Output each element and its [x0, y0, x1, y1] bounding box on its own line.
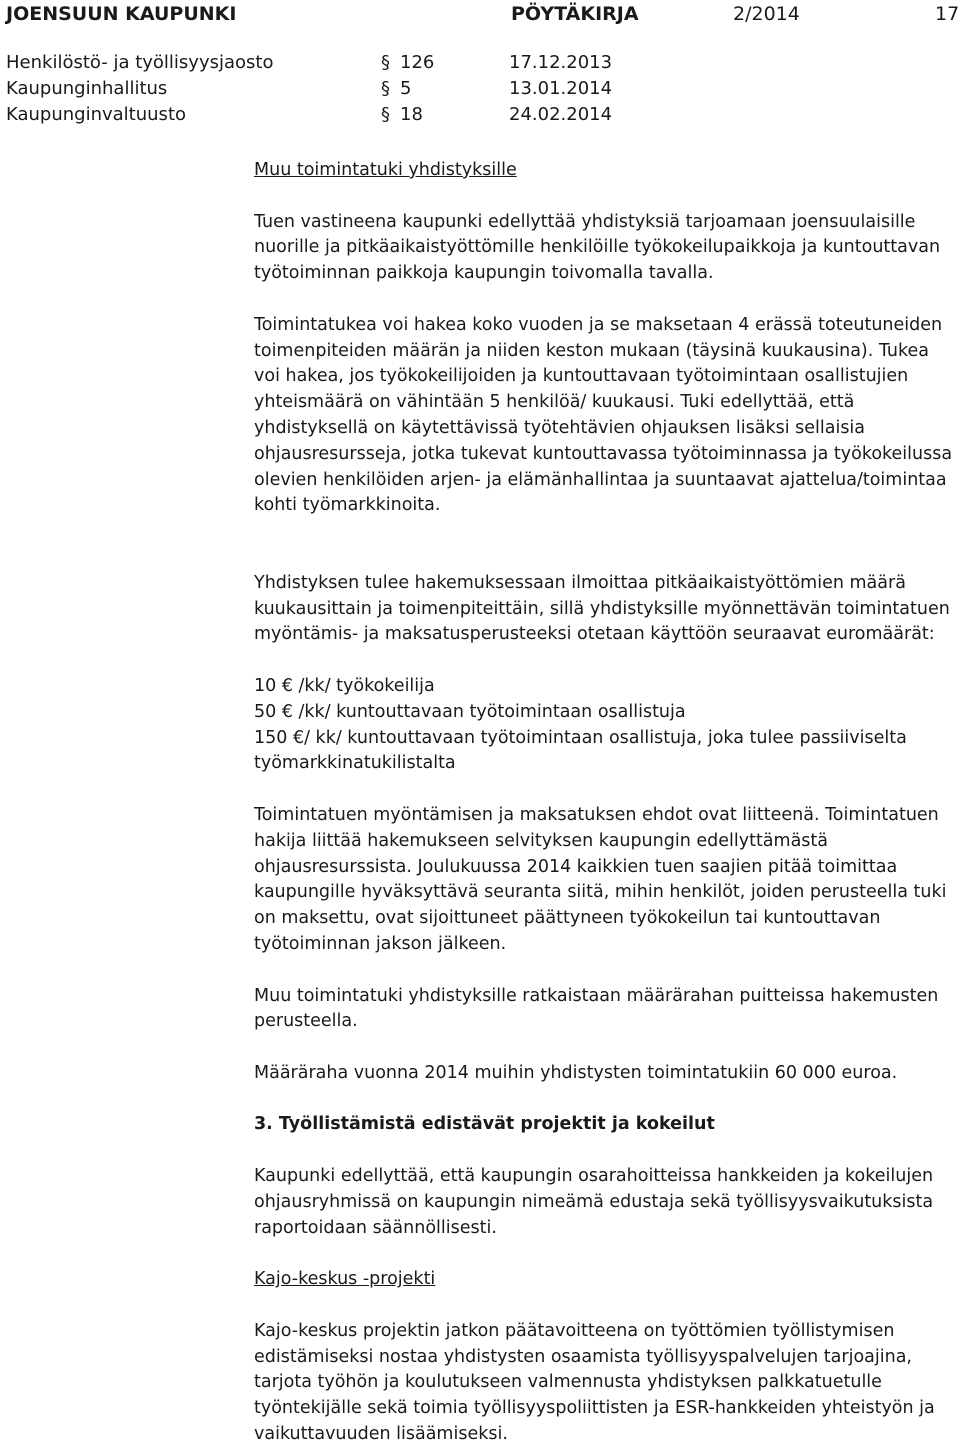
section-symbol: § — [381, 78, 390, 99]
section-heading: Muu toimintatuki yhdistyksille — [254, 160, 517, 180]
organization-name: JOENSUUN KAUPUNKI — [6, 3, 237, 25]
paragraph: Tuen vastineena kaupunki edellyttää yhdistyksiä tarjoamaan joensuulaisille nuorille ja pitkäaikaistyöttömille henkilöille työkokeilupaikkoja ja kuntouttavan työtoiminnan paikkoja kaupungin toivomalla tavalla. — [254, 211, 941, 284]
meeting-row — [0, 104, 960, 130]
paragraph: Toimintatuen myöntämisen ja maksatuksen ehdot ovat liitteenä. Toimintatuen hakija liittää hakemukseen selvityksen kaupungin edellyttämästä ohjausresurssista. Joulukuussa 2014 kaikkien tuen saajien pitää toimittaa kaupungille hyväksyttävä seuranta siitä, mihin henkilöt, joiden perusteella tuki on maksettu, ovat sijoittuneet päättyneen työkokeilun tai kuntouttavan työtoiminnan jakson jälkeen. — [254, 804, 947, 954]
rate-item: 50 € /kk/ kuntouttavaan työtoimintaan osallistuja — [254, 701, 686, 722]
section-number: 5 — [400, 78, 412, 99]
meeting-date: 13.01.2014 — [509, 78, 613, 99]
page-number: 17 — [935, 3, 960, 25]
meeting-date: 24.02.2014 — [509, 104, 613, 125]
document-number: 2/2014 — [733, 3, 800, 25]
rate-item: 10 € /kk/ työkokeilija — [254, 675, 435, 696]
section-symbol: § — [381, 52, 390, 73]
paragraph: Kaupunki edellyttää, että kaupungin osarahoitteissa hankkeiden ja kokeilujen ohjausryhmissä on kaupungin nimeämä edustaja sekä työllisyysvaikutuksista raportoidaan säännöllisesti. — [254, 1166, 934, 1238]
section-heading: Kajo-keskus -projekti — [254, 1269, 436, 1290]
document-body — [254, 158, 954, 1448]
paragraph: Yhdistyksen tulee hakemuksessaan ilmoittaa pitkäaikaistyöttömien määrä kuukausittain ja toimenpiteittäin, sillä yhdistyksille myönnettävän toimintatuen myöntämis- ja maksatusperusteeksi otetaan käyttöön seuraavat euromäärät: — [254, 572, 950, 645]
section-heading: 3. Työllistämistä edistävät projektit ja kokeilut — [254, 1114, 715, 1135]
section-symbol: § — [381, 104, 390, 125]
meeting-body: Kaupunginhallitus — [6, 78, 168, 99]
meeting-row — [0, 78, 960, 104]
section-number: 126 — [400, 52, 435, 73]
meeting-body: Henkilöstö- ja työllisyysjaosto — [6, 52, 274, 73]
document-type: PÖYTÄKIRJA — [511, 3, 639, 25]
meeting-date: 17.12.2013 — [509, 52, 613, 73]
paragraph: Määräraha vuonna 2014 muihin yhdistysten toimintatukiin 60 000 euroa. — [254, 1062, 898, 1083]
meeting-row — [0, 52, 960, 78]
meeting-body: Kaupunginvaltuusto — [6, 104, 187, 125]
rate-item: 150 €/ kk/ kuntouttavaan työtoimintaan osallistuja, joka tulee passiiviselta työmarkkinatukilistalta — [254, 727, 907, 774]
section-number: 18 — [400, 104, 423, 125]
paragraph: Toimintatukea voi hakea koko vuoden ja se maksetaan 4 erässä toteutuneiden toimenpiteiden määrän ja niiden keston mukaan (täysinä kuukausina). Tukea voi hakea, jos työkokeilijoiden ja kuntouttavaan työtoimintaan osallistujien yhteismäärä on vähintään 5 henkilöä/ kuukausi. Tuki edellyttää, että yhdistyksellä on käytettävissä työtehtävien ohjauksen lisäksi sellaisia ohjausresursseja, jotka tukevat kuntouttavassa työtoiminnassa ja työkokeilussa olevien henkilöiden arjen- ja elämänhallintaa ja suuntaavat ajattelua/toimintaa kohti työmarkkinoita. — [254, 314, 953, 516]
paragraph: Muu toimintatuki yhdistyksille ratkaistaan määrärahan puitteissa hakemusten perusteella. — [254, 985, 939, 1032]
document-header — [0, 0, 960, 34]
paragraph: Kajo-keskus projektin jatkon päätavoitteena on työttömien työllistymisen edistämiseksi nostaa yhdistysten osaamista työllisyyspalvelujen tarjoajina, tarjota työhön ja koulutukseen valmennusta yhdistyksen palkkatuetulle työntekijälle sekä toimia työllisyyspoliittisten ja ESR-hankkeiden yhteistyön ja vaikuttavuuden lisäämiseksi. — [254, 1320, 935, 1445]
